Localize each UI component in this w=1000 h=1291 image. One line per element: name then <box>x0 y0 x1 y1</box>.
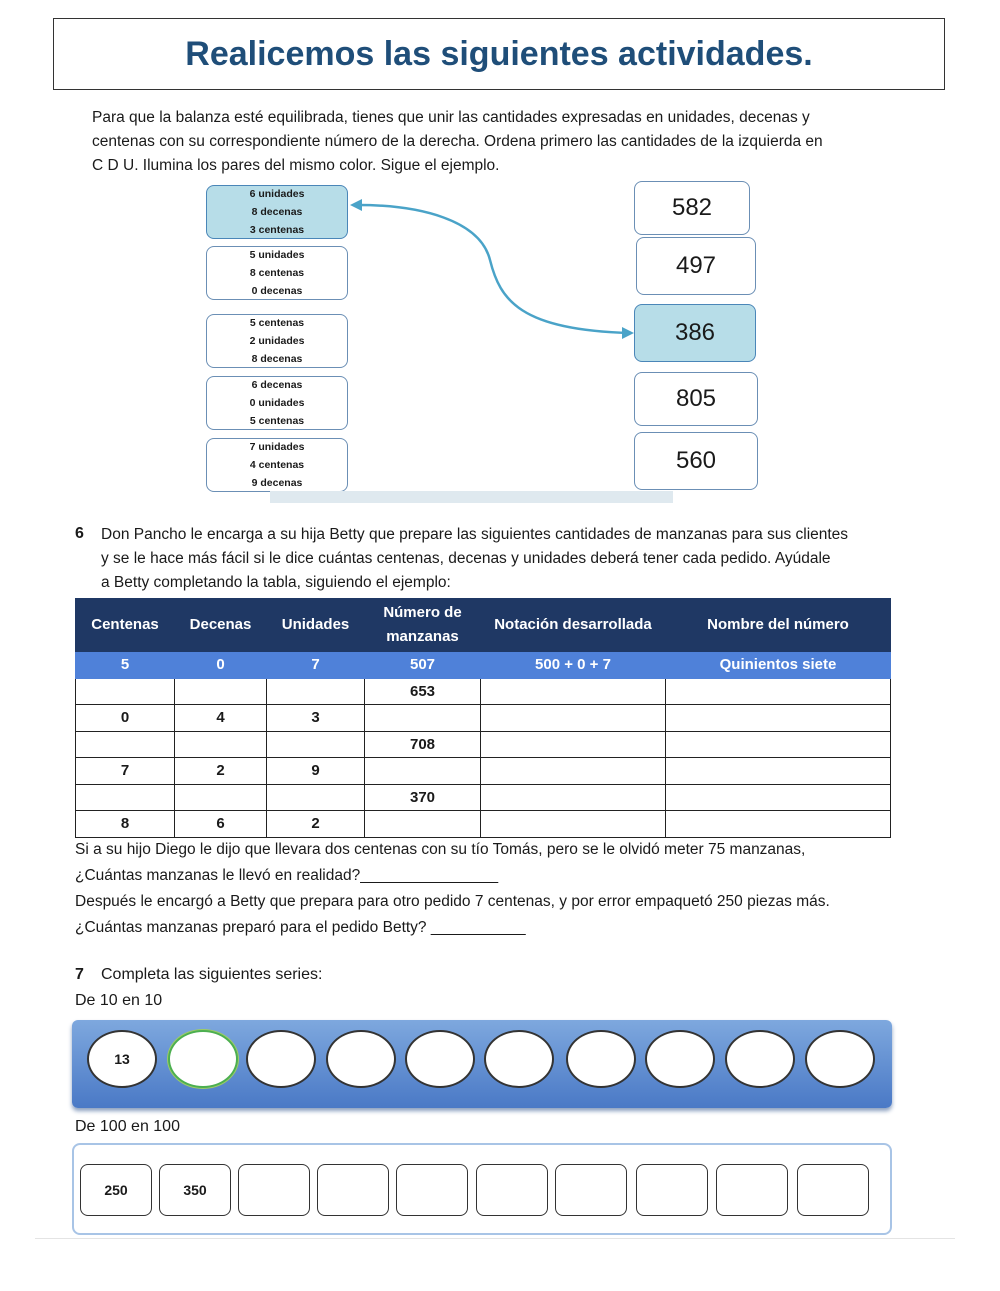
table-cell[interactable] <box>666 784 891 811</box>
series-1-circle[interactable] <box>168 1030 238 1088</box>
series-2-box[interactable] <box>716 1164 788 1216</box>
left-box-line: 8 centenas <box>249 267 305 279</box>
series-2-box[interactable] <box>555 1164 627 1216</box>
left-box-line: 5 centenas <box>249 415 305 427</box>
series-2-label: De 100 en 100 <box>75 1118 180 1135</box>
series-1-circle[interactable] <box>725 1030 795 1088</box>
right-box-1[interactable]: 582 <box>634 181 750 235</box>
table-cell: 3 <box>267 705 365 732</box>
table-cell: 507 <box>365 652 481 679</box>
intro-line: Para que la balanza esté equilibrada, tienes que unir las cantidades expresadas en unidades, decenas y <box>92 109 810 126</box>
table-cell: 9 <box>267 758 365 785</box>
table-cell: 653 <box>365 678 481 705</box>
table-cell[interactable] <box>666 678 891 705</box>
header-unidades: Unidades <box>267 599 365 652</box>
table-cell: 7 <box>76 758 175 785</box>
example-connector-arrow <box>0 0 1000 520</box>
table-cell: 4 <box>175 705 267 732</box>
series-1-circle[interactable] <box>645 1030 715 1088</box>
series-1-circle[interactable] <box>326 1030 396 1088</box>
table-cell[interactable] <box>267 678 365 705</box>
footer-divider <box>35 1238 955 1239</box>
table-cell[interactable] <box>481 811 666 838</box>
left-box-line: 0 unidades <box>249 397 305 409</box>
table-header-row <box>76 599 891 652</box>
word-problem-line: ¿Cuántas manzanas preparó para el pedido Betty? ___________ <box>75 919 526 936</box>
left-box-line: 0 decenas <box>251 285 303 297</box>
header-decenas: Decenas <box>175 599 267 652</box>
left-box-line: 3 centenas <box>249 224 305 236</box>
table-cell[interactable] <box>175 678 267 705</box>
left-box-line: 9 decenas <box>251 477 303 489</box>
table-cell[interactable] <box>481 705 666 732</box>
table-cell: 708 <box>365 731 481 758</box>
series-1-circle[interactable] <box>405 1030 475 1088</box>
table-cell: 0 <box>76 705 175 732</box>
table-cell[interactable] <box>76 784 175 811</box>
header-centenas: Centenas <box>76 599 175 652</box>
table-row-example <box>76 652 891 679</box>
right-box-5[interactable]: 560 <box>634 432 758 490</box>
series-1-circle[interactable] <box>246 1030 316 1088</box>
table-cell: 8 <box>76 811 175 838</box>
table-cell[interactable] <box>666 705 891 732</box>
table-cell[interactable] <box>267 784 365 811</box>
word-problem-line: ¿Cuántas manzanas le llevó en realidad?________________ <box>75 867 499 884</box>
series-1-circle[interactable] <box>805 1030 875 1088</box>
series-2-box[interactable] <box>636 1164 708 1216</box>
table-cell[interactable] <box>175 731 267 758</box>
right-box-2[interactable]: 497 <box>636 237 756 295</box>
series-2-box[interactable] <box>396 1164 468 1216</box>
table-cell: 2 <box>267 811 365 838</box>
table-row <box>76 811 891 838</box>
left-box-line: 5 centenas <box>249 317 305 329</box>
table-row <box>76 784 891 811</box>
table-cell[interactable] <box>666 811 891 838</box>
header-numero: Número de manzanas <box>365 599 481 652</box>
table-cell[interactable] <box>481 784 666 811</box>
left-box-line: 8 decenas <box>251 206 303 218</box>
series-1-label: De 10 en 10 <box>75 992 163 1009</box>
table-cell[interactable] <box>76 678 175 705</box>
question-7-number: 7 <box>75 966 84 983</box>
table-cell[interactable] <box>76 731 175 758</box>
table-cell: 7 <box>267 652 365 679</box>
q6-line: Don Pancho le encarga a su hija Betty que prepare las siguientes cantidades de manzanas para sus clientes <box>101 526 849 543</box>
intro-line: centenas con su correspondiente número de la derecha. Ordena primero las cantidades de la izquierda en <box>92 133 823 150</box>
series-1-circle[interactable] <box>566 1030 636 1088</box>
right-box-3[interactable]: 386 <box>634 304 756 362</box>
series-1-circle[interactable] <box>484 1030 554 1088</box>
left-box-line: 8 decenas <box>251 353 303 365</box>
table-cell: 6 <box>175 811 267 838</box>
q6-line: y se le hace más fácil si le dice cuántas centenas, decenas y unidades deberá tener cada pedido. Ayúdale <box>101 550 831 567</box>
table-cell: 370 <box>365 784 481 811</box>
question-6-number: 6 <box>75 525 84 542</box>
table-row <box>76 678 891 705</box>
table-cell: Quinientos siete <box>666 652 891 679</box>
apples-table <box>75 598 891 838</box>
table-row <box>76 758 891 785</box>
question-7-title: Completa las siguientes series: <box>101 966 323 983</box>
table-cell[interactable] <box>175 784 267 811</box>
series-2-box[interactable] <box>797 1164 869 1216</box>
word-problem-line: Si a su hijo Diego le dijo que llevara dos centenas con su tío Tomás, pero se le olvidó meter 75 manzanas, <box>75 841 806 858</box>
series-2-box: 250 <box>80 1164 152 1216</box>
table-cell[interactable] <box>481 678 666 705</box>
left-box-line: 4 centenas <box>249 459 305 471</box>
table-row <box>76 705 891 732</box>
table-cell[interactable] <box>365 811 481 838</box>
table-cell[interactable] <box>365 705 481 732</box>
intro-line: C D U. Ilumina los pares del mismo color. Sigue el ejemplo. <box>92 157 500 174</box>
table-cell: 500 + 0 + 7 <box>481 652 666 679</box>
series-2-box: 350 <box>159 1164 231 1216</box>
page-title: Realicemos las siguientes actividades. <box>185 34 813 73</box>
q6-line: a Betty completando la tabla, siguiendo el ejemplo: <box>101 574 451 591</box>
series-2-box[interactable] <box>317 1164 389 1216</box>
table-cell[interactable] <box>481 758 666 785</box>
table-cell: 0 <box>175 652 267 679</box>
series-1-circle: 13 <box>87 1030 157 1088</box>
word-problems <box>75 837 895 941</box>
header-nombre: Nombre del número <box>666 599 891 652</box>
header-notacion: Notación desarrollada <box>481 599 666 652</box>
table-cell[interactable] <box>666 758 891 785</box>
table-cell[interactable] <box>267 731 365 758</box>
table-cell[interactable] <box>365 758 481 785</box>
left-box-line: 6 decenas <box>251 379 303 391</box>
left-box-line: 2 unidades <box>249 335 305 347</box>
table-cell[interactable] <box>481 731 666 758</box>
series-2-box[interactable] <box>238 1164 310 1216</box>
decorative-bar <box>270 491 673 503</box>
table-cell: 2 <box>175 758 267 785</box>
left-box-line: 6 unidades <box>249 188 305 200</box>
left-box-line: 5 unidades <box>249 249 305 261</box>
word-problem-line: Después le encargó a Betty que prepara para otro pedido 7 centenas, y por error empaquetó 250 piezas más. <box>75 893 830 910</box>
table-cell: 5 <box>76 652 175 679</box>
left-box-line: 7 unidades <box>249 441 305 453</box>
right-box-4[interactable]: 805 <box>634 372 758 426</box>
table-cell[interactable] <box>666 731 891 758</box>
question-6-text <box>101 523 896 595</box>
series-2-box[interactable] <box>476 1164 548 1216</box>
table-row <box>76 731 891 758</box>
